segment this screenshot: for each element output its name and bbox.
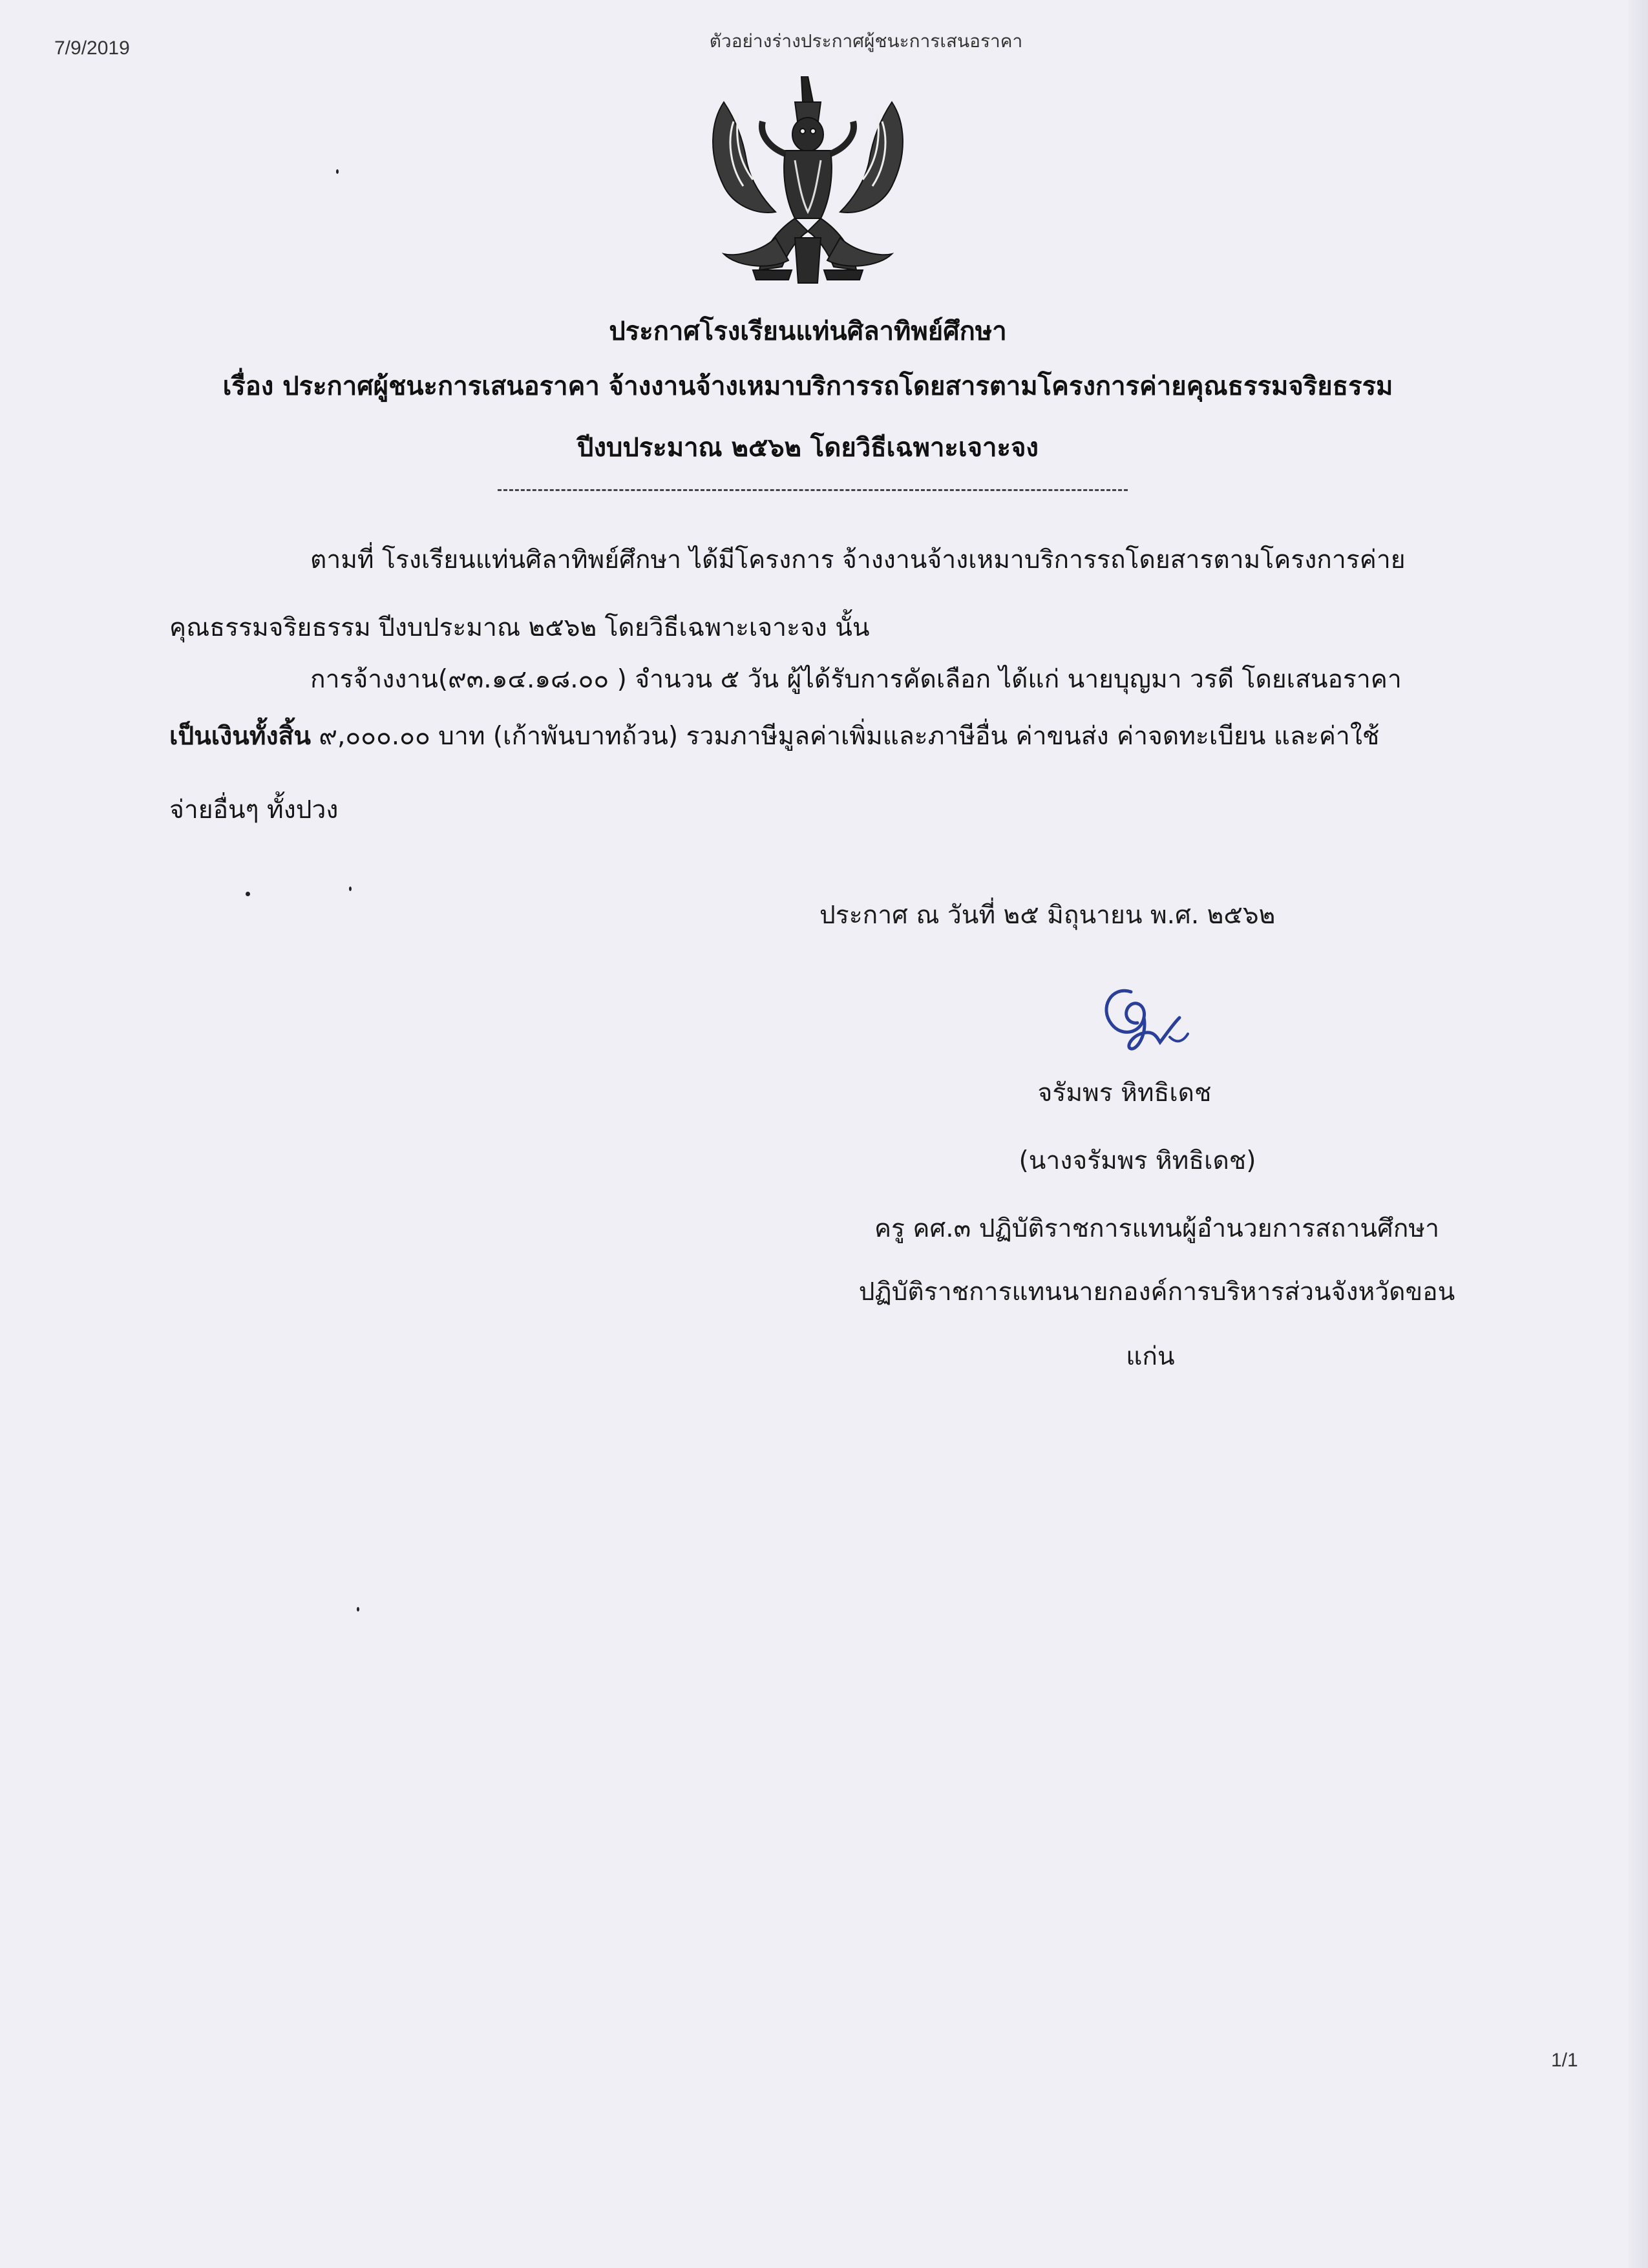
announcement-subject-line2: ปีงบประมาณ ๒๕๖๒ โดยวิธีเฉพาะเจาะจง	[577, 433, 1039, 463]
signer-position-line-3: แก่น	[1126, 1342, 1175, 1371]
signer-position-line-2: ปฏิบัติราชการแทนนายกองค์การบริหารส่วนจังหวัดขอน	[858, 1277, 1455, 1307]
scan-speck	[336, 169, 339, 174]
title-separator	[498, 489, 1128, 491]
body-paragraph-1-line-1: ตามที่ โรงเรียนแท่นศิลาทิพย์ศึกษา ได้มีโครงการ จ้างงานจ้างเหมาบริการรถโดยสารตามโครงการค่าย	[310, 545, 1406, 574]
scan-edge	[1629, 0, 1648, 2268]
garuda-emblem-icon	[698, 76, 918, 289]
announcement-title: ประกาศโรงเรียนแท่นศิลาทิพย์ศึกษา	[609, 317, 1007, 346]
signer-name: จรัมพร หิทธิเดช	[1037, 1078, 1212, 1108]
total-amount-label: เป็นเงินทั้งสิ้น	[169, 722, 311, 751]
body-paragraph-2-line-1: การจ้างงาน(๙๓.๑๔.๑๘.๐๐ ) จำนวน ๕ วัน ผู้ได้รับการคัดเลือก ได้แก่ นายบุญมา วรดี โดยเสนอราคา	[310, 665, 1402, 694]
body-paragraph-2-line-2	[169, 716, 1379, 756]
announcement-date: ประกาศ ณ วันที่ ๒๕ มิถุนายน พ.ศ. ๒๕๖๒	[819, 901, 1276, 930]
scan-speck	[246, 892, 250, 896]
signature-image	[1092, 972, 1202, 1056]
scan-speck	[357, 1607, 359, 1612]
total-amount-text: ๙,๐๐๐.๐๐ บาท (เก้าพันบาทถ้วน) รวมภาษีมูลค่าเพิ่มและภาษีอื่น ค่าขนส่ง ค่าจดทะเบียน และค่าใช้	[311, 722, 1380, 751]
print-date: 7/9/2019	[54, 37, 130, 59]
announcement-subject: เรื่อง ประกาศผู้ชนะการเสนอราคา จ้างงานจ้างเหมาบริการรถโดยสารตามโครงการค่ายคุณธรรมจริยธรรม	[222, 372, 1393, 401]
body-paragraph-2-line-3: จ่ายอื่นๆ ทั้งปวง	[169, 795, 339, 824]
signer-position-line-1: ครู คศ.๓ ปฏิบัติราชการแทนผู้อำนวยการสถานศึกษา	[874, 1214, 1440, 1243]
page-number: 1/1	[1551, 2050, 1578, 2071]
signer-full-name: (นางจรัมพร หิทธิเดช)	[1019, 1146, 1256, 1175]
scan-speck	[349, 887, 352, 891]
print-header-title: ตัวอย่างร่างประกาศผู้ชนะการเสนอราคา	[709, 30, 1023, 52]
body-paragraph-1-line-2: คุณธรรมจริยธรรม ปีงบประมาณ ๒๕๖๒ โดยวิธีเฉพาะเจาะจง นั้น	[169, 613, 870, 642]
